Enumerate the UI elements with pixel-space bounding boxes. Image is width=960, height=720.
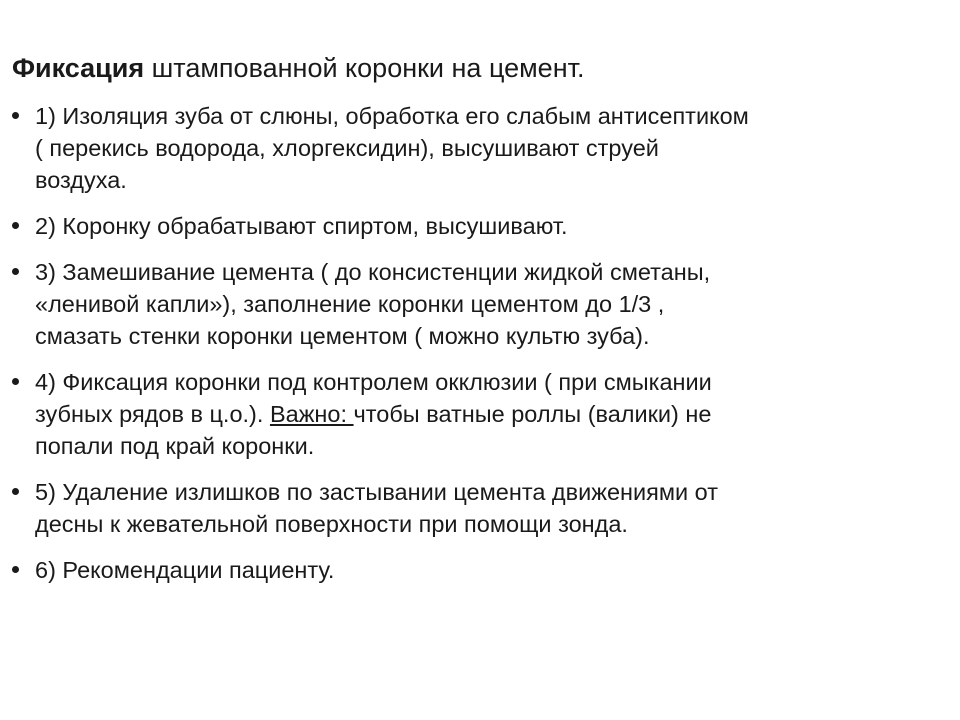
- bullet-6-line-1: 6) Рекомендации пациенту.: [35, 557, 335, 583]
- bullet-dot-icon: [12, 268, 19, 275]
- slide-title-bold: Фиксация: [12, 53, 145, 83]
- bullet-3-line-2: «ленивой капли»), заполнение коронки цементом до 1/3 ,: [35, 291, 665, 317]
- bullet-dot-icon: [12, 378, 19, 385]
- bullet-dot-icon: [12, 112, 19, 119]
- bullet-item-5: [12, 476, 912, 540]
- bullet-1-line-2: ( перекись водорода, хлоргексидин), высушивают струей: [35, 135, 659, 161]
- bullet-3-line-3: смазать стенки коронки цементом ( можно культю зуба).: [35, 323, 650, 349]
- bullet-2-line-1: 2) Коронку обрабатывают спиртом, высушивают.: [35, 213, 568, 239]
- bullet-3-line-1: 3) Замешивание цемента ( до консистенции жидкой сметаны,: [35, 259, 711, 285]
- bullet-4-line-2-after: чтобы ватные роллы (валики) не: [353, 401, 712, 427]
- bullet-item-1: [12, 100, 912, 196]
- bullet-item-4: [12, 366, 912, 462]
- bullet-item-2: [12, 210, 912, 242]
- bullet-item-6: [12, 554, 912, 586]
- bullet-4-line-3: попали под край коронки.: [35, 433, 315, 459]
- bullet-dot-icon: [12, 488, 19, 495]
- important-note-label: Важно:: [269, 401, 354, 427]
- slide-title-rest: штампованной коронки на цемент.: [144, 53, 585, 83]
- bullet-item-3: [12, 256, 912, 352]
- bullet-1-line-3: воздуха.: [35, 167, 127, 193]
- bullet-4-line-1: 4) Фиксация коронки под контролем окклюзии ( при смыкании: [35, 369, 712, 395]
- bullet-dot-icon: [12, 566, 19, 573]
- bullet-5-line-1: 5) Удаление излишков по застывании цемента движениями от: [35, 479, 719, 505]
- bullet-4-line-2-before: зубных рядов в ц.о.).: [35, 401, 270, 427]
- bullet-dot-icon: [12, 222, 19, 229]
- bullet-5-line-2: десны к жевательной поверхности при помощи зонда.: [35, 511, 628, 537]
- bullet-1-line-1: 1) Изоляция зуба от слюны, обработка его слабым антисептиком: [35, 103, 749, 129]
- bullet-list: [12, 100, 912, 600]
- bullet-4-line-2: [35, 398, 912, 430]
- slide-title: [12, 49, 932, 87]
